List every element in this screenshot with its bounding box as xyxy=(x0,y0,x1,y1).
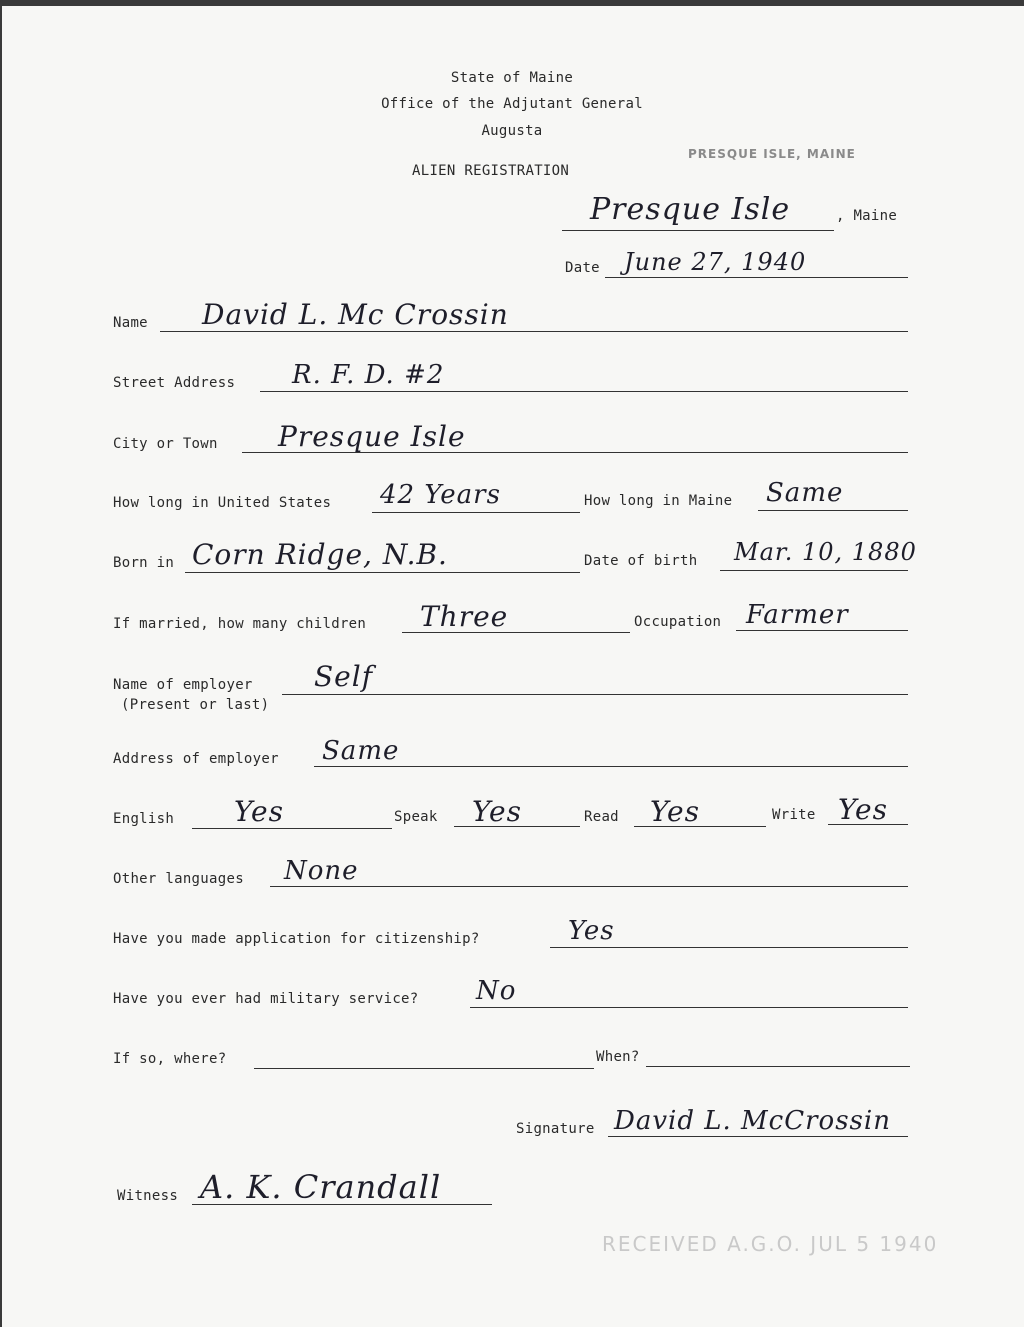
born-in-label: Born in xyxy=(113,555,175,571)
employer-label: Name of employer xyxy=(113,677,253,693)
children-line xyxy=(402,632,630,633)
write-value: Yes xyxy=(838,793,888,826)
street-line xyxy=(260,391,908,392)
place-line xyxy=(562,230,834,231)
place-suffix: , Maine xyxy=(836,208,898,224)
citizenship-label: Have you made application for citizenship? xyxy=(113,931,480,947)
occupation-label: Occupation xyxy=(634,614,722,630)
years-maine-label: How long in Maine xyxy=(584,493,733,509)
military-label: Have you ever had military service? xyxy=(113,991,419,1007)
years-us-label: How long in United States xyxy=(113,495,332,511)
employer-address-value: Same xyxy=(322,736,400,766)
date-line xyxy=(605,277,908,278)
signature-line xyxy=(608,1136,908,1137)
city-line xyxy=(242,452,908,453)
employer-line xyxy=(282,694,908,695)
city-label: City or Town xyxy=(113,436,218,452)
header-state: State of Maine xyxy=(450,70,574,86)
header-city: Augusta xyxy=(481,123,543,139)
years-us-line xyxy=(372,512,580,513)
english-line xyxy=(192,828,392,829)
english-label: English xyxy=(113,811,175,827)
military-line xyxy=(470,1007,908,1008)
registration-form xyxy=(2,6,1024,1327)
employer-value: Self xyxy=(314,660,374,693)
years-us-value: 42 Years xyxy=(380,480,501,510)
born-in-line xyxy=(185,572,580,573)
date-label: Date xyxy=(565,260,600,276)
where-line xyxy=(254,1068,594,1069)
citizenship-line xyxy=(550,947,908,948)
received-stamp: RECEIVED A.G.O. JUL 5 1940 xyxy=(602,1232,939,1256)
children-label: If married, how many children xyxy=(113,616,367,632)
date-value: June 27, 1940 xyxy=(624,248,807,276)
speak-value: Yes xyxy=(472,795,522,828)
when-label: When? xyxy=(596,1049,640,1065)
header-office: Office of the Adjutant General xyxy=(381,96,643,112)
location-stamp: PRESQUE ISLE, MAINE xyxy=(688,147,856,161)
employer-address-label: Address of employer xyxy=(113,751,279,767)
witness-value: A. K. Crandall xyxy=(200,1168,442,1206)
write-line xyxy=(828,824,908,825)
employer-sublabel: (Present or last) xyxy=(121,697,270,713)
witness-label: Witness xyxy=(117,1188,179,1204)
children-value: Three xyxy=(420,600,509,633)
military-value: No xyxy=(476,976,517,1006)
signature-value: David L. McCrossin xyxy=(614,1106,891,1136)
read-label: Read xyxy=(584,809,619,825)
read-value: Yes xyxy=(650,795,700,828)
form-title: ALIEN REGISTRATION xyxy=(412,163,570,179)
english-value: Yes xyxy=(234,795,284,828)
place-value: Presque Isle xyxy=(590,192,791,227)
name-value: David L. Mc Crossin xyxy=(202,298,509,331)
years-maine-line xyxy=(758,510,908,511)
occupation-value: Farmer xyxy=(746,600,849,630)
when-line xyxy=(646,1066,910,1067)
speak-label: Speak xyxy=(394,809,438,825)
street-label: Street Address xyxy=(113,375,236,391)
name-label: Name xyxy=(113,315,148,331)
dob-line xyxy=(720,570,908,571)
occupation-line xyxy=(736,630,908,631)
speak-line xyxy=(454,826,580,827)
witness-line xyxy=(192,1204,492,1205)
read-line xyxy=(634,826,766,827)
other-languages-value: None xyxy=(284,856,359,886)
years-maine-value: Same xyxy=(766,478,844,508)
other-languages-line xyxy=(270,886,908,887)
write-label: Write xyxy=(772,807,816,823)
employer-address-line xyxy=(314,766,908,767)
city-value: Presque Isle xyxy=(278,420,466,453)
name-line xyxy=(160,331,908,332)
dob-label: Date of birth xyxy=(584,553,698,569)
dob-value: Mar. 10, 1880 xyxy=(734,538,917,566)
where-label: If so, where? xyxy=(113,1051,227,1067)
signature-label: Signature xyxy=(516,1121,595,1137)
street-value: R. F. D. #2 xyxy=(292,360,445,390)
citizenship-value: Yes xyxy=(568,916,615,946)
other-languages-label: Other languages xyxy=(113,871,244,887)
born-in-value: Corn Ridge, N.B. xyxy=(192,538,448,571)
